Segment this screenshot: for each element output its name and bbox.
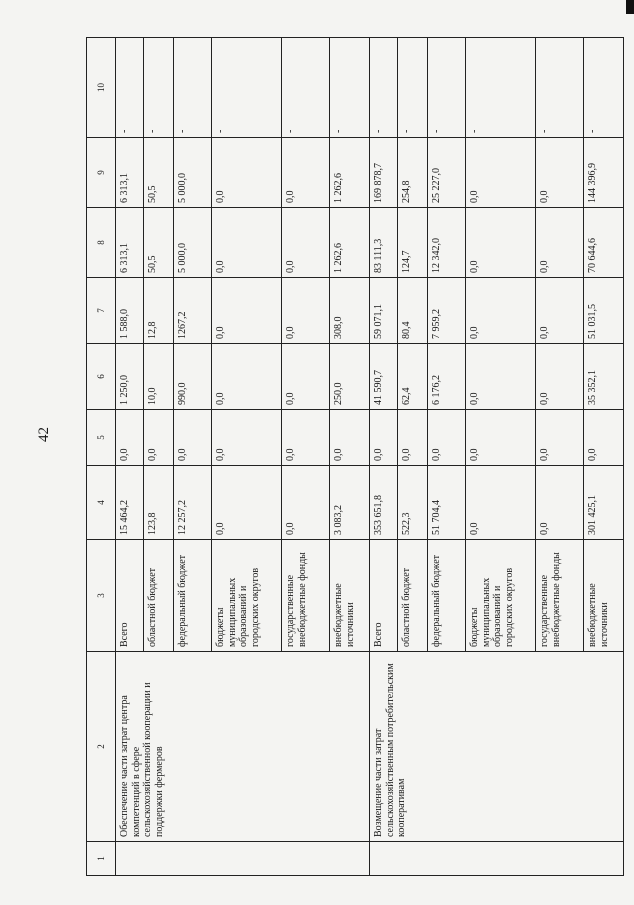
value-cell: 0,0 xyxy=(212,278,282,344)
scan-corner-mark xyxy=(626,0,634,14)
value-cell: 1 588,0 xyxy=(116,278,144,344)
value-cell: 70 644,6 xyxy=(584,208,624,278)
value-cell: 144 396,9 xyxy=(584,138,624,208)
value-cell: - xyxy=(330,38,370,138)
row-number-cell xyxy=(370,842,624,876)
value-cell: 80,4 xyxy=(398,278,428,344)
value-cell: 12 342,0 xyxy=(428,208,466,278)
value-cell: 51 704,4 xyxy=(428,466,466,540)
value-cell: 35 352,1 xyxy=(584,344,624,410)
value-cell: 10,0 xyxy=(144,344,174,410)
value-cell: 50,5 xyxy=(144,138,174,208)
value-cell: 0,0 xyxy=(398,410,428,466)
value-cell: 1 250,0 xyxy=(116,344,144,410)
value-cell: 6 313,1 xyxy=(116,208,144,278)
value-cell: - xyxy=(282,38,330,138)
value-cell: - xyxy=(116,38,144,138)
column-header: 7 xyxy=(87,278,116,344)
value-cell: 0,0 xyxy=(282,208,330,278)
value-cell: 0,0 xyxy=(212,466,282,540)
value-cell: 59 071,1 xyxy=(370,278,398,344)
value-cell: 1 262,6 xyxy=(330,208,370,278)
value-cell: 0,0 xyxy=(282,466,330,540)
value-cell: 62,4 xyxy=(398,344,428,410)
funding-source-cell: внебюджетные источники xyxy=(330,540,370,652)
value-cell: 0,0 xyxy=(428,410,466,466)
table-row xyxy=(116,38,144,876)
value-cell: 25 227,0 xyxy=(428,138,466,208)
value-cell: - xyxy=(466,38,536,138)
funding-source-cell: бюджеты муниципальных образований и городских округов xyxy=(212,540,282,652)
funding-source-cell: областной бюджет xyxy=(398,540,428,652)
value-cell: 0,0 xyxy=(144,410,174,466)
value-cell: - xyxy=(144,38,174,138)
value-cell: 1 262,6 xyxy=(330,138,370,208)
table-row xyxy=(370,38,398,876)
measure-name-cell: Возмещение части затрат сельскохозяйственным потребительским кооперативам xyxy=(370,652,624,842)
value-cell: 0,0 xyxy=(370,410,398,466)
measure-name-cell: Обеспечение части затрат центра компетенций в сфере сельскохозяйственной кооперации и поддержки фермеров xyxy=(116,652,370,842)
value-cell: 50,5 xyxy=(144,208,174,278)
value-cell: 0,0 xyxy=(116,410,144,466)
value-cell: - xyxy=(370,38,398,138)
value-cell: 0,0 xyxy=(536,278,584,344)
funding-source-cell: Всего xyxy=(116,540,144,652)
value-cell: - xyxy=(536,38,584,138)
funding-source-cell: областной бюджет xyxy=(144,540,174,652)
value-cell: 0,0 xyxy=(466,278,536,344)
funding-source-cell: федеральный бюджет xyxy=(174,540,212,652)
value-cell: 0,0 xyxy=(466,466,536,540)
value-cell: 0,0 xyxy=(466,344,536,410)
value-cell: 0,0 xyxy=(212,138,282,208)
value-cell: 0,0 xyxy=(536,344,584,410)
value-cell: 0,0 xyxy=(330,410,370,466)
value-cell: 522,3 xyxy=(398,466,428,540)
rotated-table-container xyxy=(86,38,610,876)
funding-table xyxy=(86,37,624,876)
value-cell: 308,0 xyxy=(330,278,370,344)
value-cell: 0,0 xyxy=(584,410,624,466)
page-number: 42 xyxy=(36,427,52,442)
value-cell: 0,0 xyxy=(282,138,330,208)
column-header: 2 xyxy=(87,652,116,842)
value-cell: 254,8 xyxy=(398,138,428,208)
value-cell: - xyxy=(428,38,466,138)
value-cell: 353 651,8 xyxy=(370,466,398,540)
column-header: 1 xyxy=(87,842,116,876)
value-cell: 123,8 xyxy=(144,466,174,540)
value-cell: 5 000,0 xyxy=(174,208,212,278)
value-cell: 83 111,3 xyxy=(370,208,398,278)
value-cell: 1267,2 xyxy=(174,278,212,344)
value-cell: 41 590,7 xyxy=(370,344,398,410)
value-cell: 0,0 xyxy=(466,410,536,466)
value-cell: 6 176,2 xyxy=(428,344,466,410)
value-cell: 0,0 xyxy=(174,410,212,466)
funding-source-cell: Всего xyxy=(370,540,398,652)
value-cell: 0,0 xyxy=(536,208,584,278)
header-row xyxy=(87,38,116,876)
value-cell: 0,0 xyxy=(536,138,584,208)
value-cell: 0,0 xyxy=(212,208,282,278)
value-cell: 0,0 xyxy=(212,344,282,410)
funding-source-cell: государственные внебюджетные фонды xyxy=(282,540,330,652)
column-header: 6 xyxy=(87,344,116,410)
column-header: 3 xyxy=(87,540,116,652)
funding-source-cell: бюджеты муниципальных образований и городских округов xyxy=(466,540,536,652)
value-cell: 12 257,2 xyxy=(174,466,212,540)
value-cell: 51 031,5 xyxy=(584,278,624,344)
column-header: 4 xyxy=(87,466,116,540)
value-cell: 124,7 xyxy=(398,208,428,278)
value-cell: 15 464,2 xyxy=(116,466,144,540)
value-cell: 0,0 xyxy=(466,208,536,278)
column-header: 5 xyxy=(87,410,116,466)
value-cell: 0,0 xyxy=(212,410,282,466)
column-header: 10 xyxy=(87,38,116,138)
value-cell: 301 425,1 xyxy=(584,466,624,540)
column-header: 8 xyxy=(87,208,116,278)
value-cell: 0,0 xyxy=(282,410,330,466)
value-cell: 6 313,1 xyxy=(116,138,144,208)
funding-source-cell: федеральный бюджет xyxy=(428,540,466,652)
value-cell: 0,0 xyxy=(536,466,584,540)
value-cell: 7 959,2 xyxy=(428,278,466,344)
funding-source-cell: государственные внебюджетные фонды xyxy=(536,540,584,652)
value-cell: 0,0 xyxy=(466,138,536,208)
value-cell: 990,0 xyxy=(174,344,212,410)
value-cell: - xyxy=(174,38,212,138)
value-cell: 0,0 xyxy=(282,344,330,410)
column-header: 9 xyxy=(87,138,116,208)
value-cell: 12,8 xyxy=(144,278,174,344)
value-cell: 5 000,0 xyxy=(174,138,212,208)
value-cell: 250,0 xyxy=(330,344,370,410)
row-number-cell xyxy=(116,842,370,876)
value-cell: 0,0 xyxy=(282,278,330,344)
funding-source-cell: внебюджетные источники xyxy=(584,540,624,652)
value-cell: - xyxy=(398,38,428,138)
value-cell: 169 878,7 xyxy=(370,138,398,208)
value-cell: - xyxy=(584,38,624,138)
value-cell: 3 083,2 xyxy=(330,466,370,540)
value-cell: - xyxy=(212,38,282,138)
value-cell: 0,0 xyxy=(536,410,584,466)
